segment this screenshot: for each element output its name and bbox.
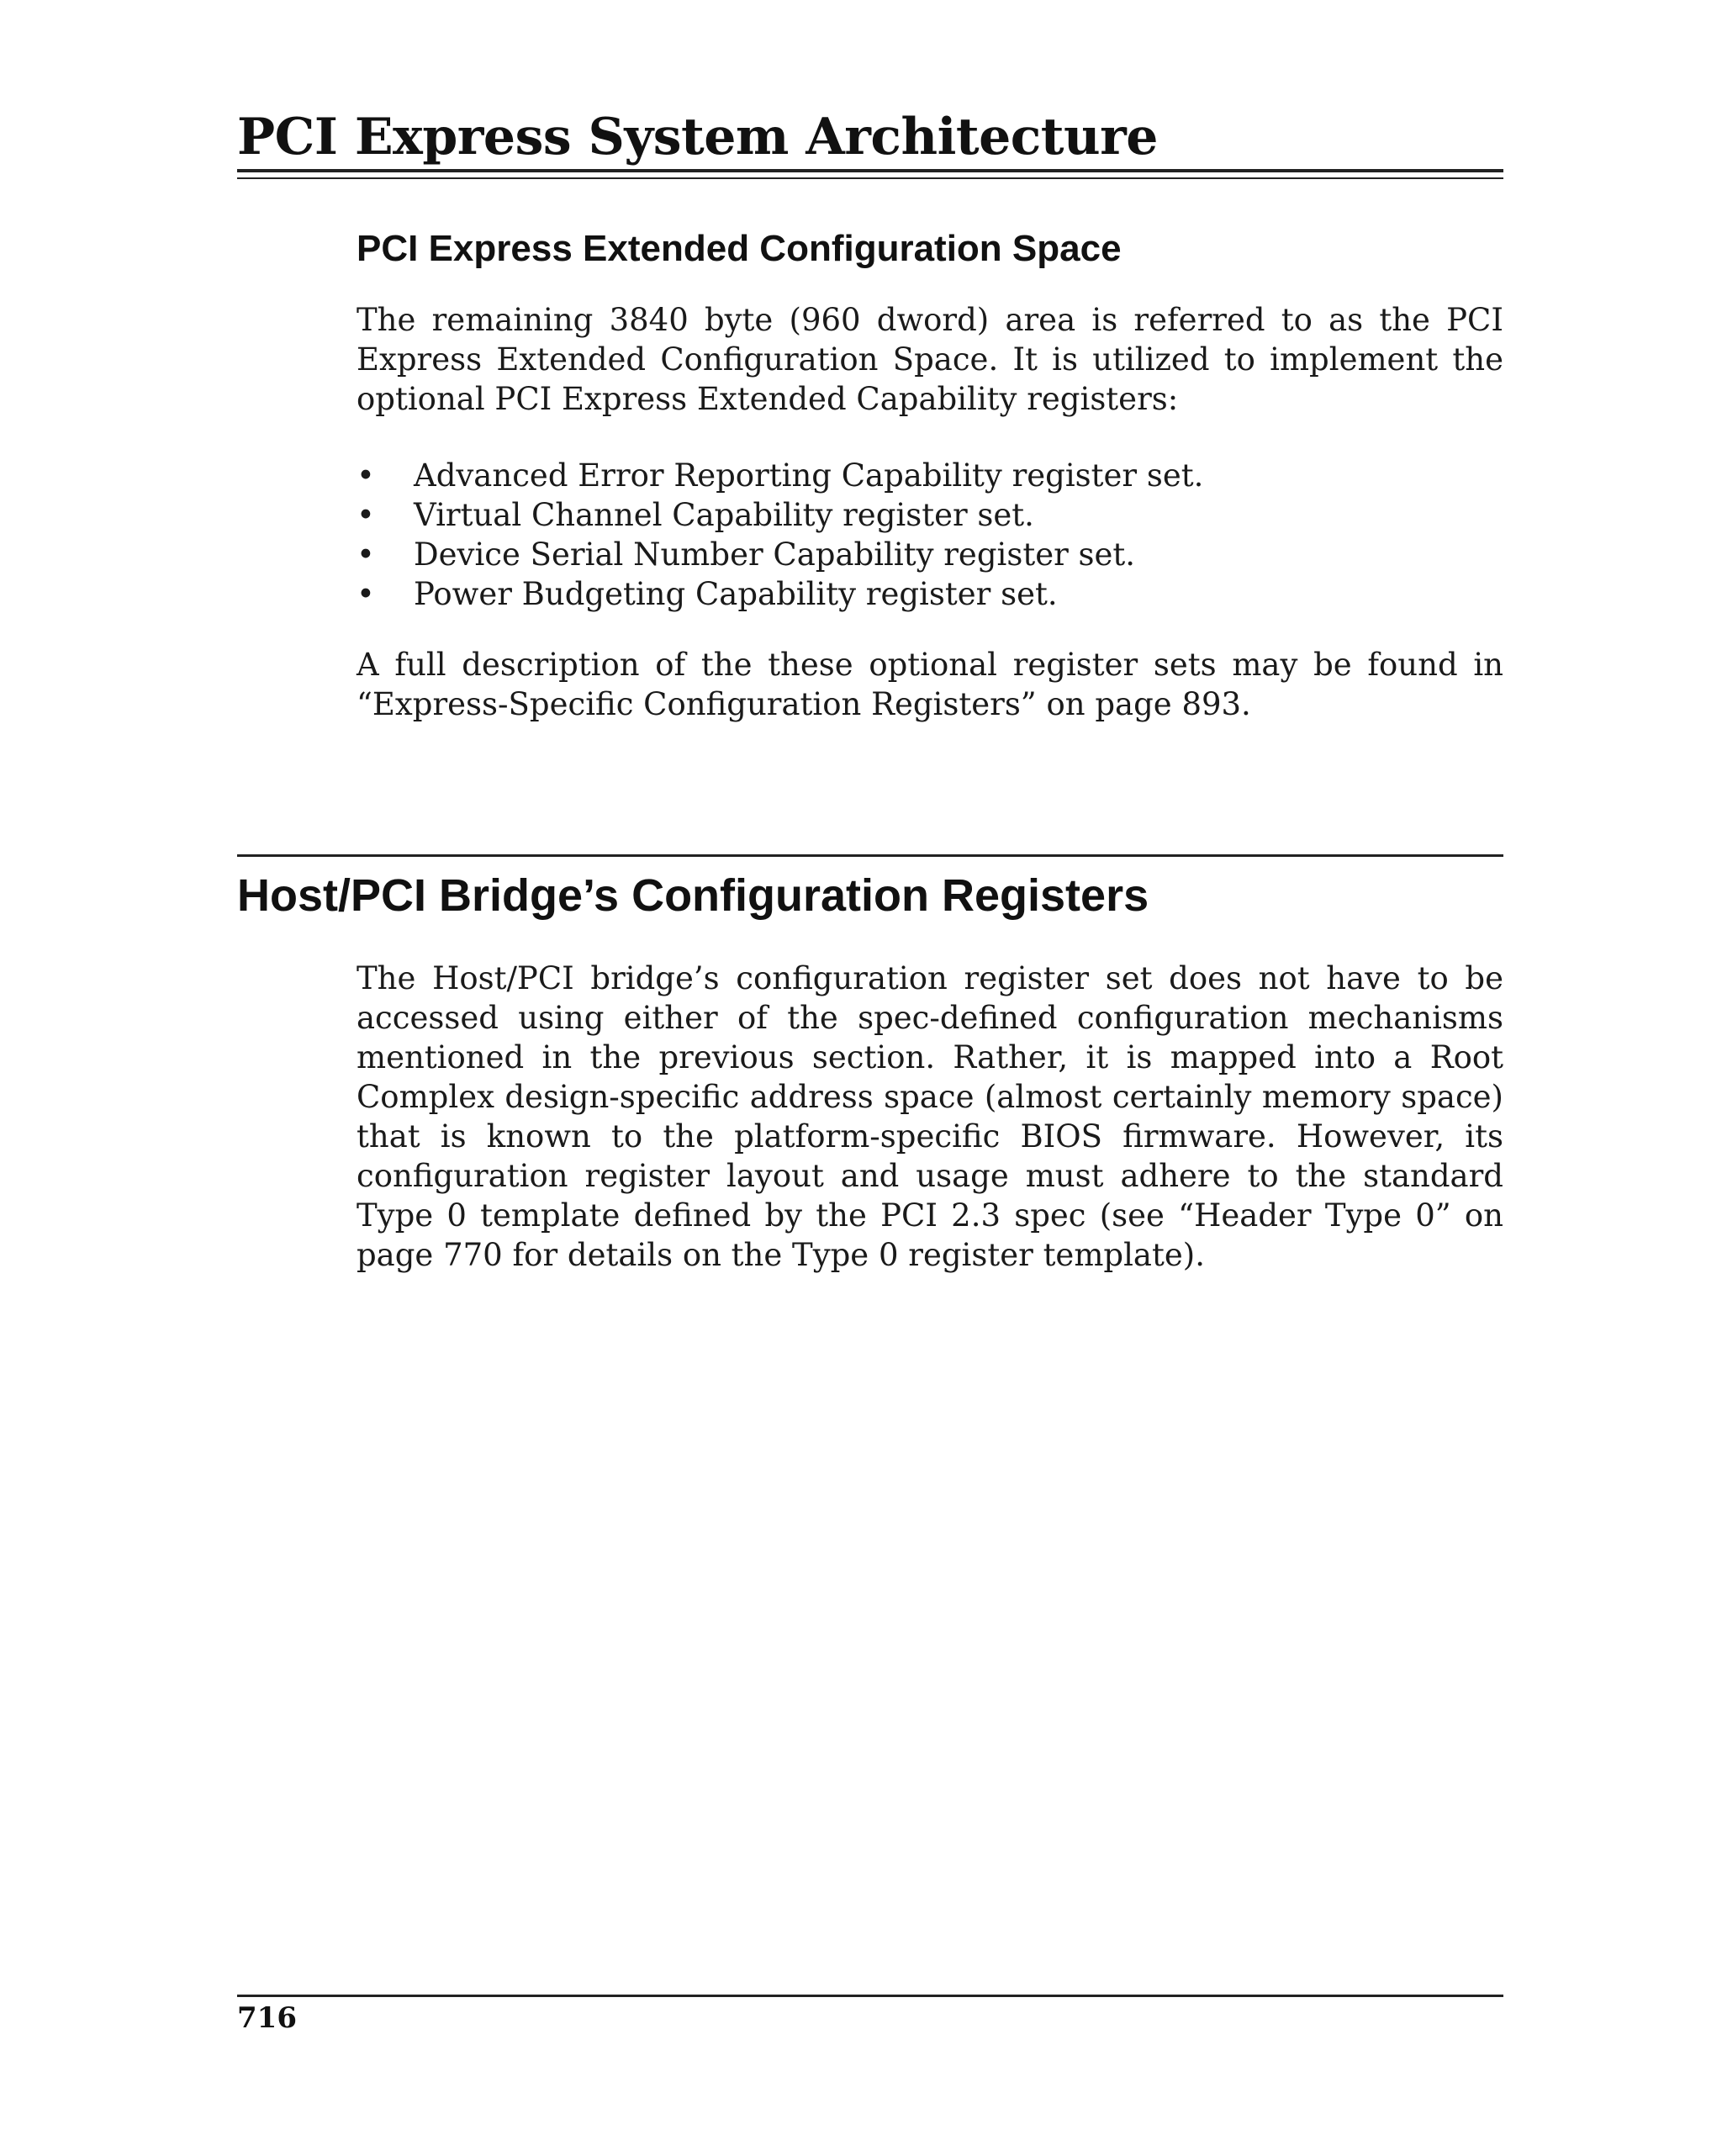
list-item-text: Advanced Error Reporting Capability register set. bbox=[414, 457, 1204, 494]
running-header-title: PCI Express System Architecture bbox=[237, 108, 1158, 166]
list-item-text: Virtual Channel Capability register set. bbox=[414, 497, 1034, 533]
subsection-closing bbox=[357, 645, 1503, 724]
list-item-text: Power Budgeting Capability register set. bbox=[414, 576, 1058, 612]
closing-paragraph: A full description of the these optional register sets may be found in “Express-Specific Configuration Registers” on page 893. bbox=[357, 647, 1503, 722]
register-set-list bbox=[357, 456, 1503, 614]
intro-paragraph: The remaining 3840 byte (960 dword) area is referred to as the PCI Express Extended Configuration Space. It is utilized to implement the optional PCI Express Extended Capability registers: bbox=[357, 302, 1503, 417]
section-body bbox=[357, 959, 1503, 1275]
list-item bbox=[357, 574, 1503, 614]
header-rule-secondary bbox=[237, 177, 1503, 179]
header-rule bbox=[237, 169, 1503, 172]
bullet-icon: • bbox=[357, 576, 375, 612]
footer-rule bbox=[237, 1995, 1503, 1997]
list-item bbox=[357, 535, 1503, 574]
section-paragraph: The Host/PCI bridge’s configuration register set does not have to be accessed using either of the spec-defined configuration mechanisms mentioned in the previous section. Rather, it is mapped into a Root Complex design-specific address space (almost certainly memory space) that is known to the platform-specific BIOS firmware. However, its configuration register layout and usage must adhere to the standard Type 0 template defined by the PCI 2.3 spec (see “Header Type 0” on page 770 for details on the Type 0 register template). bbox=[357, 960, 1503, 1273]
list-item bbox=[357, 495, 1503, 535]
bullet-icon: • bbox=[357, 457, 375, 494]
bullet-icon: • bbox=[357, 497, 375, 533]
subsection-heading: PCI Express Extended Configuration Space bbox=[357, 228, 1122, 269]
subsection-intro bbox=[357, 300, 1503, 419]
page-number: 716 bbox=[237, 2001, 297, 2035]
list-item-text: Device Serial Number Capability register set. bbox=[414, 536, 1136, 573]
section-divider bbox=[237, 854, 1503, 857]
section-heading: Host/PCI Bridge’s Configuration Registers bbox=[237, 870, 1149, 921]
list-item bbox=[357, 456, 1503, 495]
bullet-icon: • bbox=[357, 536, 375, 573]
